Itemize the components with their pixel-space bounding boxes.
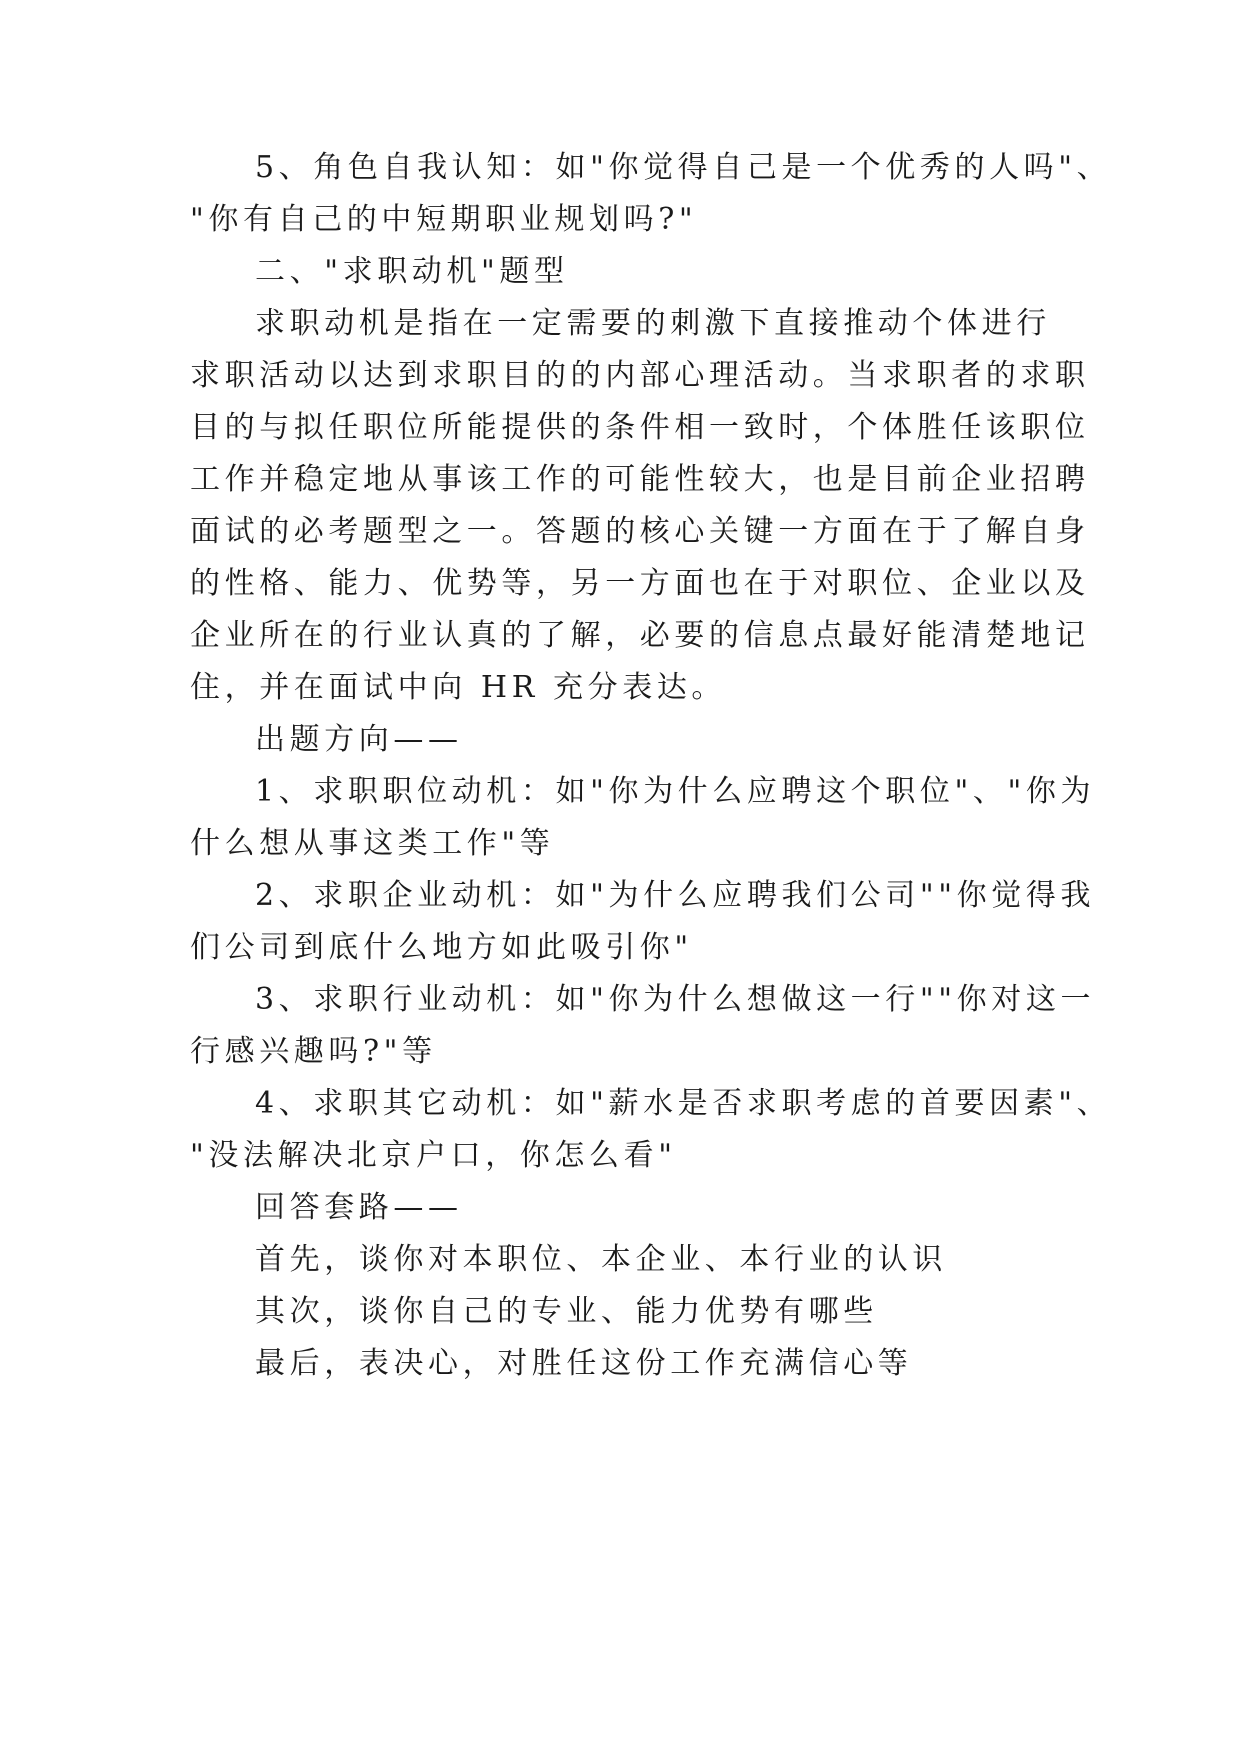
text-line: 1、求职职位动机：如"你为什么应聘这个职位"、"你为 <box>255 774 1096 809</box>
text-line: "没法解决北京户口，你怎么看" <box>190 1138 677 1173</box>
text-line: 的性格、能力、优势等，另一方面也在于对职位、企业以及 <box>190 566 1090 601</box>
text-line: 求职活动以达到求职目的的内部心理活动。当求职者的求职 <box>190 358 1090 393</box>
section-heading: 二、"求职动机"题型 <box>255 254 569 289</box>
text-line: 2、求职企业动机：如"为什么应聘我们公司""你觉得我 <box>255 878 1096 913</box>
text-line: 工作并稳定地从事该工作的可能性较大，也是目前企业招聘 <box>190 462 1090 497</box>
text-line: 企业所在的行业认真的了解，必要的信息点最好能清楚地记 <box>190 618 1090 653</box>
text-line: 求职动机是指在一定需要的刺激下直接推动个体进行 <box>255 306 1051 341</box>
text-line: "你有自己的中短期职业规划吗?" <box>190 202 698 237</box>
text-line: 3、求职行业动机：如"你为什么想做这一行""你对这一 <box>255 982 1096 1017</box>
text-line: 最后，表决心，对胜任这份工作充满信心等 <box>255 1346 913 1381</box>
text-line: 面试的必考题型之一。答题的核心关键一方面在于了解自身 <box>190 514 1090 549</box>
subheading-direction: 出题方向—— <box>255 722 463 757</box>
text-line: 目的与拟任职位所能提供的条件相一致时，个体胜任该职位 <box>190 410 1090 445</box>
subheading-answer: 回答套路—— <box>255 1190 463 1225</box>
text-line: 什么想从事这类工作"等 <box>190 826 555 861</box>
text-line: 5、角色自我认知：如"你觉得自己是一个优秀的人吗"、 <box>255 150 1112 185</box>
text-line: 首先，谈你对本职位、本企业、本行业的认识 <box>255 1242 947 1277</box>
text-line: 们公司到底什么地方如此吸引你" <box>190 930 693 965</box>
text-line: 行感兴趣吗?"等 <box>190 1034 437 1069</box>
text-line: 住，并在面试中向 HR 充分表达。 <box>190 670 727 705</box>
text-line: 其次，谈你自己的专业、能力优势有哪些 <box>255 1294 878 1329</box>
text-line: 4、求职其它动机：如"薪水是否求职考虑的首要因素"、 <box>255 1086 1112 1121</box>
